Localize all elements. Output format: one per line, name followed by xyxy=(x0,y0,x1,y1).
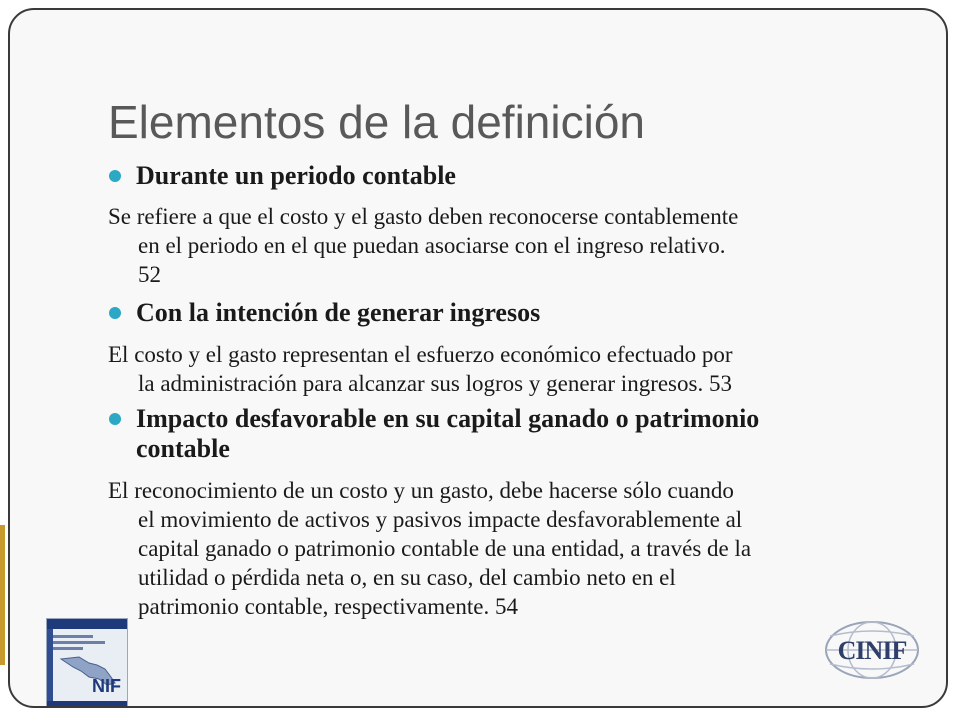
body-line: utilidad o pérdida neta o, en su caso, del cambio neto en el xyxy=(138,565,676,590)
section-heading-1-line-1: Durante un periodo contable xyxy=(136,161,456,190)
body-line: capital ganado o patrimonio contable de una entidad, a través de la xyxy=(138,536,752,561)
section-body-2 xyxy=(108,340,918,398)
section-heading-1 xyxy=(136,161,926,191)
cinif-logo-text: CINIF xyxy=(837,636,907,665)
body-line: en el periodo en el que puedan asociarse con el ingreso relativo. xyxy=(138,233,726,258)
body-line: Se refiere a que el costo y el gasto deben reconocerse contablemente xyxy=(108,204,739,229)
slide xyxy=(8,8,948,708)
body-line: 52 xyxy=(138,262,161,287)
cinif-globe-logo-icon xyxy=(820,618,924,682)
body-line: El costo y el gasto representan el esfuerzo económico efectuado por xyxy=(108,342,733,367)
bullet-icon xyxy=(109,413,121,425)
slide-title: Elementos de la definición xyxy=(108,96,645,148)
body-line: la administración para alcanzar sus logros y generar ingresos. 53 xyxy=(138,371,732,396)
nif-book-cover-icon xyxy=(46,618,128,708)
left-accent-stripe xyxy=(0,525,5,665)
section-heading-3-line-1: Impacto desfavorable en su capital ganado o patrimonio xyxy=(136,404,760,433)
section-heading-3-line-2: contable xyxy=(136,434,230,463)
section-heading-2-line-1: Con la intención de generar ingresos xyxy=(136,298,541,327)
body-line: patrimonio contable, respectivamente. 54 xyxy=(138,594,519,619)
bullet-icon xyxy=(109,170,121,182)
section-heading-3 xyxy=(136,404,926,464)
section-body-3 xyxy=(108,476,918,621)
body-line: El reconocimiento de un costo y un gasto, debe hacerse sólo cuando xyxy=(108,478,734,503)
bullet-icon xyxy=(109,307,121,319)
section-heading-2 xyxy=(136,298,926,328)
nif-logo-text: NIF xyxy=(92,676,121,696)
section-body-1 xyxy=(108,202,918,289)
body-line: el movimiento de activos y pasivos impacte desfavorablemente al xyxy=(138,507,743,532)
